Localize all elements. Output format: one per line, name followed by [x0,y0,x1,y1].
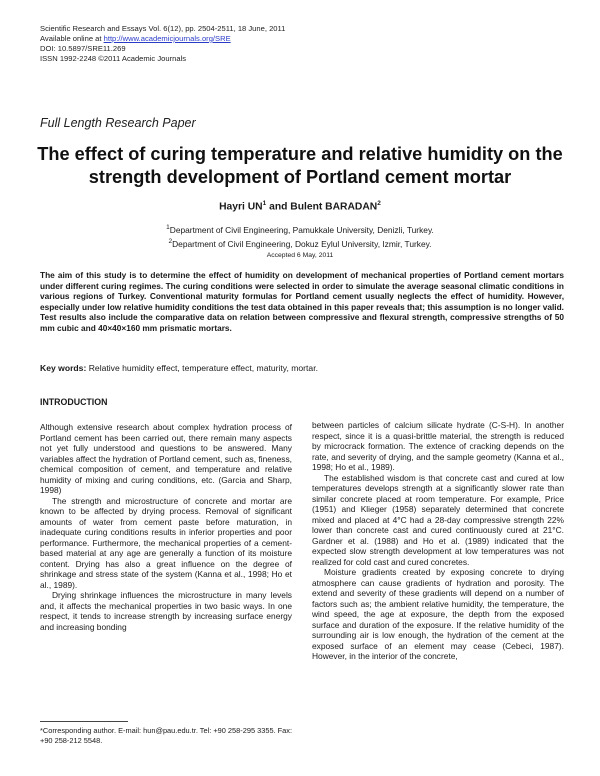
affiliation-line [0,222,600,236]
affiliation-line [0,236,600,250]
section-heading: INTRODUCTION [40,397,108,407]
abstract: The aim of this study is to determine the effect of humidity on development of mechanical properties of Portland cement mortars under different curing regimes. The curing conditions were selected in order to simulate the average seasonal climatic conditions in various regions of Turkey. Conventional maturity formulas for Portland cement usually neglects the effect of humidity. However, especially under low relative humidity conditions the test data obtained in this paper reveals that; this assumption is no longer valid. Test results also include the comparative data on relation between compressive and flexural strength, compressive strengths of 50 mm cubic and 40×40×160 mm prismatic mortars. [40,270,564,333]
affiliation-mark: 2 [168,237,173,245]
author-conjunction: and [266,201,291,213]
paragraph: The established wisdom is that concrete cast and cured at low temperatures develops strength at a significantly slower rate than similar concrete placed at room temperature. For example, Price (1951) and Klieger (1958) separately determined that concrete mixed and placed at 4°C had a 28-day compressive strength 22% lower than concrete cast and cured continuously cured at 21°C. Gardner et al. (1988) and Ho et al. (1989) indicated that the expected slow strength development at low temperatures was not realized for cold cast and cured concretes. [312,472,564,567]
paper-type: Full Length Research Paper [40,116,196,130]
paragraph: Drying shrinkage influences the microstructure in many levels and, it affects the mechanical properties in two basic ways. In one respect, it tends to increase strength by increasing surface energy and increasing bonding [40,590,292,632]
left-column [40,422,292,632]
journal-header [40,24,285,64]
author-name: Bulent BARADAN [290,201,378,213]
affiliation-text: Department of Civil Engineering, Pamukkale University, Denizli, Turkey. [169,224,434,235]
accepted-date: Accepted 6 May, 2011 [266,252,334,259]
availability-line [40,34,285,44]
keywords [40,363,564,373]
author-list [0,200,600,212]
author-name: Hayri UN [219,201,263,213]
affiliations [0,222,600,250]
journal-url-link[interactable]: http://www.academicjournals.org/SRE [103,34,231,43]
paper-title: The effect of curing temperature and relative humidity on the strength development of Portland cement mortar [37,144,563,187]
paragraph: Moisture gradients created by exposing concrete to drying atmosphere can cause gradients of hydration and porosity. The extend and severity of these gradients will depend on a number of factors such as; the ambient relative humidity, the temperature, the wind speed, the age at exposure, the depth from the exposed surface and duration of the exposure. If the relative humidity of the surrounding air is low enough, the hydration of the cement at the exposed surface of an element may cease (Cebeci, 1987). However, in the interior of the concrete, [312,567,564,661]
author-affiliation-mark: 2 [377,200,381,207]
footnote-divider [40,721,128,722]
author-affiliation-mark: 1 [262,200,267,207]
issn-line: ISSN 1992-2248 ©2011 Academic Journals [40,54,187,63]
availability-prefix: Available online at [40,34,104,43]
keywords-label: Key words: [40,363,87,373]
corresponding-author-footnote: *Corresponding author. E-mail: hun@pau.edu.tr. Tel: +90 258-295 3355. Fax: +90 258-212 5548. [40,726,293,745]
affiliation-text: Department of Civil Engineering, Dokuz Eylul University, Izmir, Turkey. [172,238,432,249]
paragraph: Although extensive research about complex hydration process of Portland cement has been carried out, there remain many aspects not yet fully understood and questions to be answered. Many variables affect the hydration of Portland cement, such as, fineness, chemical composition of cement, and temperature and relative humidity of mixing and curing conditions, etc. (Garcia and Sharp, 1998) [40,422,292,495]
doi-line: DOI: 10.5897/SRE11.269 [40,44,126,53]
right-column [312,420,564,662]
keywords-text: Relative humidity effect, temperature effect, maturity, mortar. [86,363,318,373]
paragraph: The strength and microstructure of concrete and mortar are known to be affected by drying process. Removal of significant amounts of water from cement paste before maturation, in inadequate curing conditions results in inferior properties and poor performance. Furthermore, the mechanical properties of a cement-based material at any age are generally a function of its moisture content. Drying has also a great influence on the degree of shrinkage and stress state of the system (Kanna et al., 1998; Ho et al., 1989). [40,495,292,590]
journal-citation: Scientific Research and Essays Vol. 6(12), pp. 2504-2511, 18 June, 2011 [40,24,286,33]
affiliation-mark: 1 [166,224,170,231]
paragraph: between particles of calcium silicate hydrate (C-S-H). In another respect, since it is a quasi-brittle material, the strength is reduced by microcrack formation. The extence of cracking depends on the rate, and severity of drying, and the sample geometry (Kanna et al., 1998; Ho et al., 1989). [312,420,564,472]
